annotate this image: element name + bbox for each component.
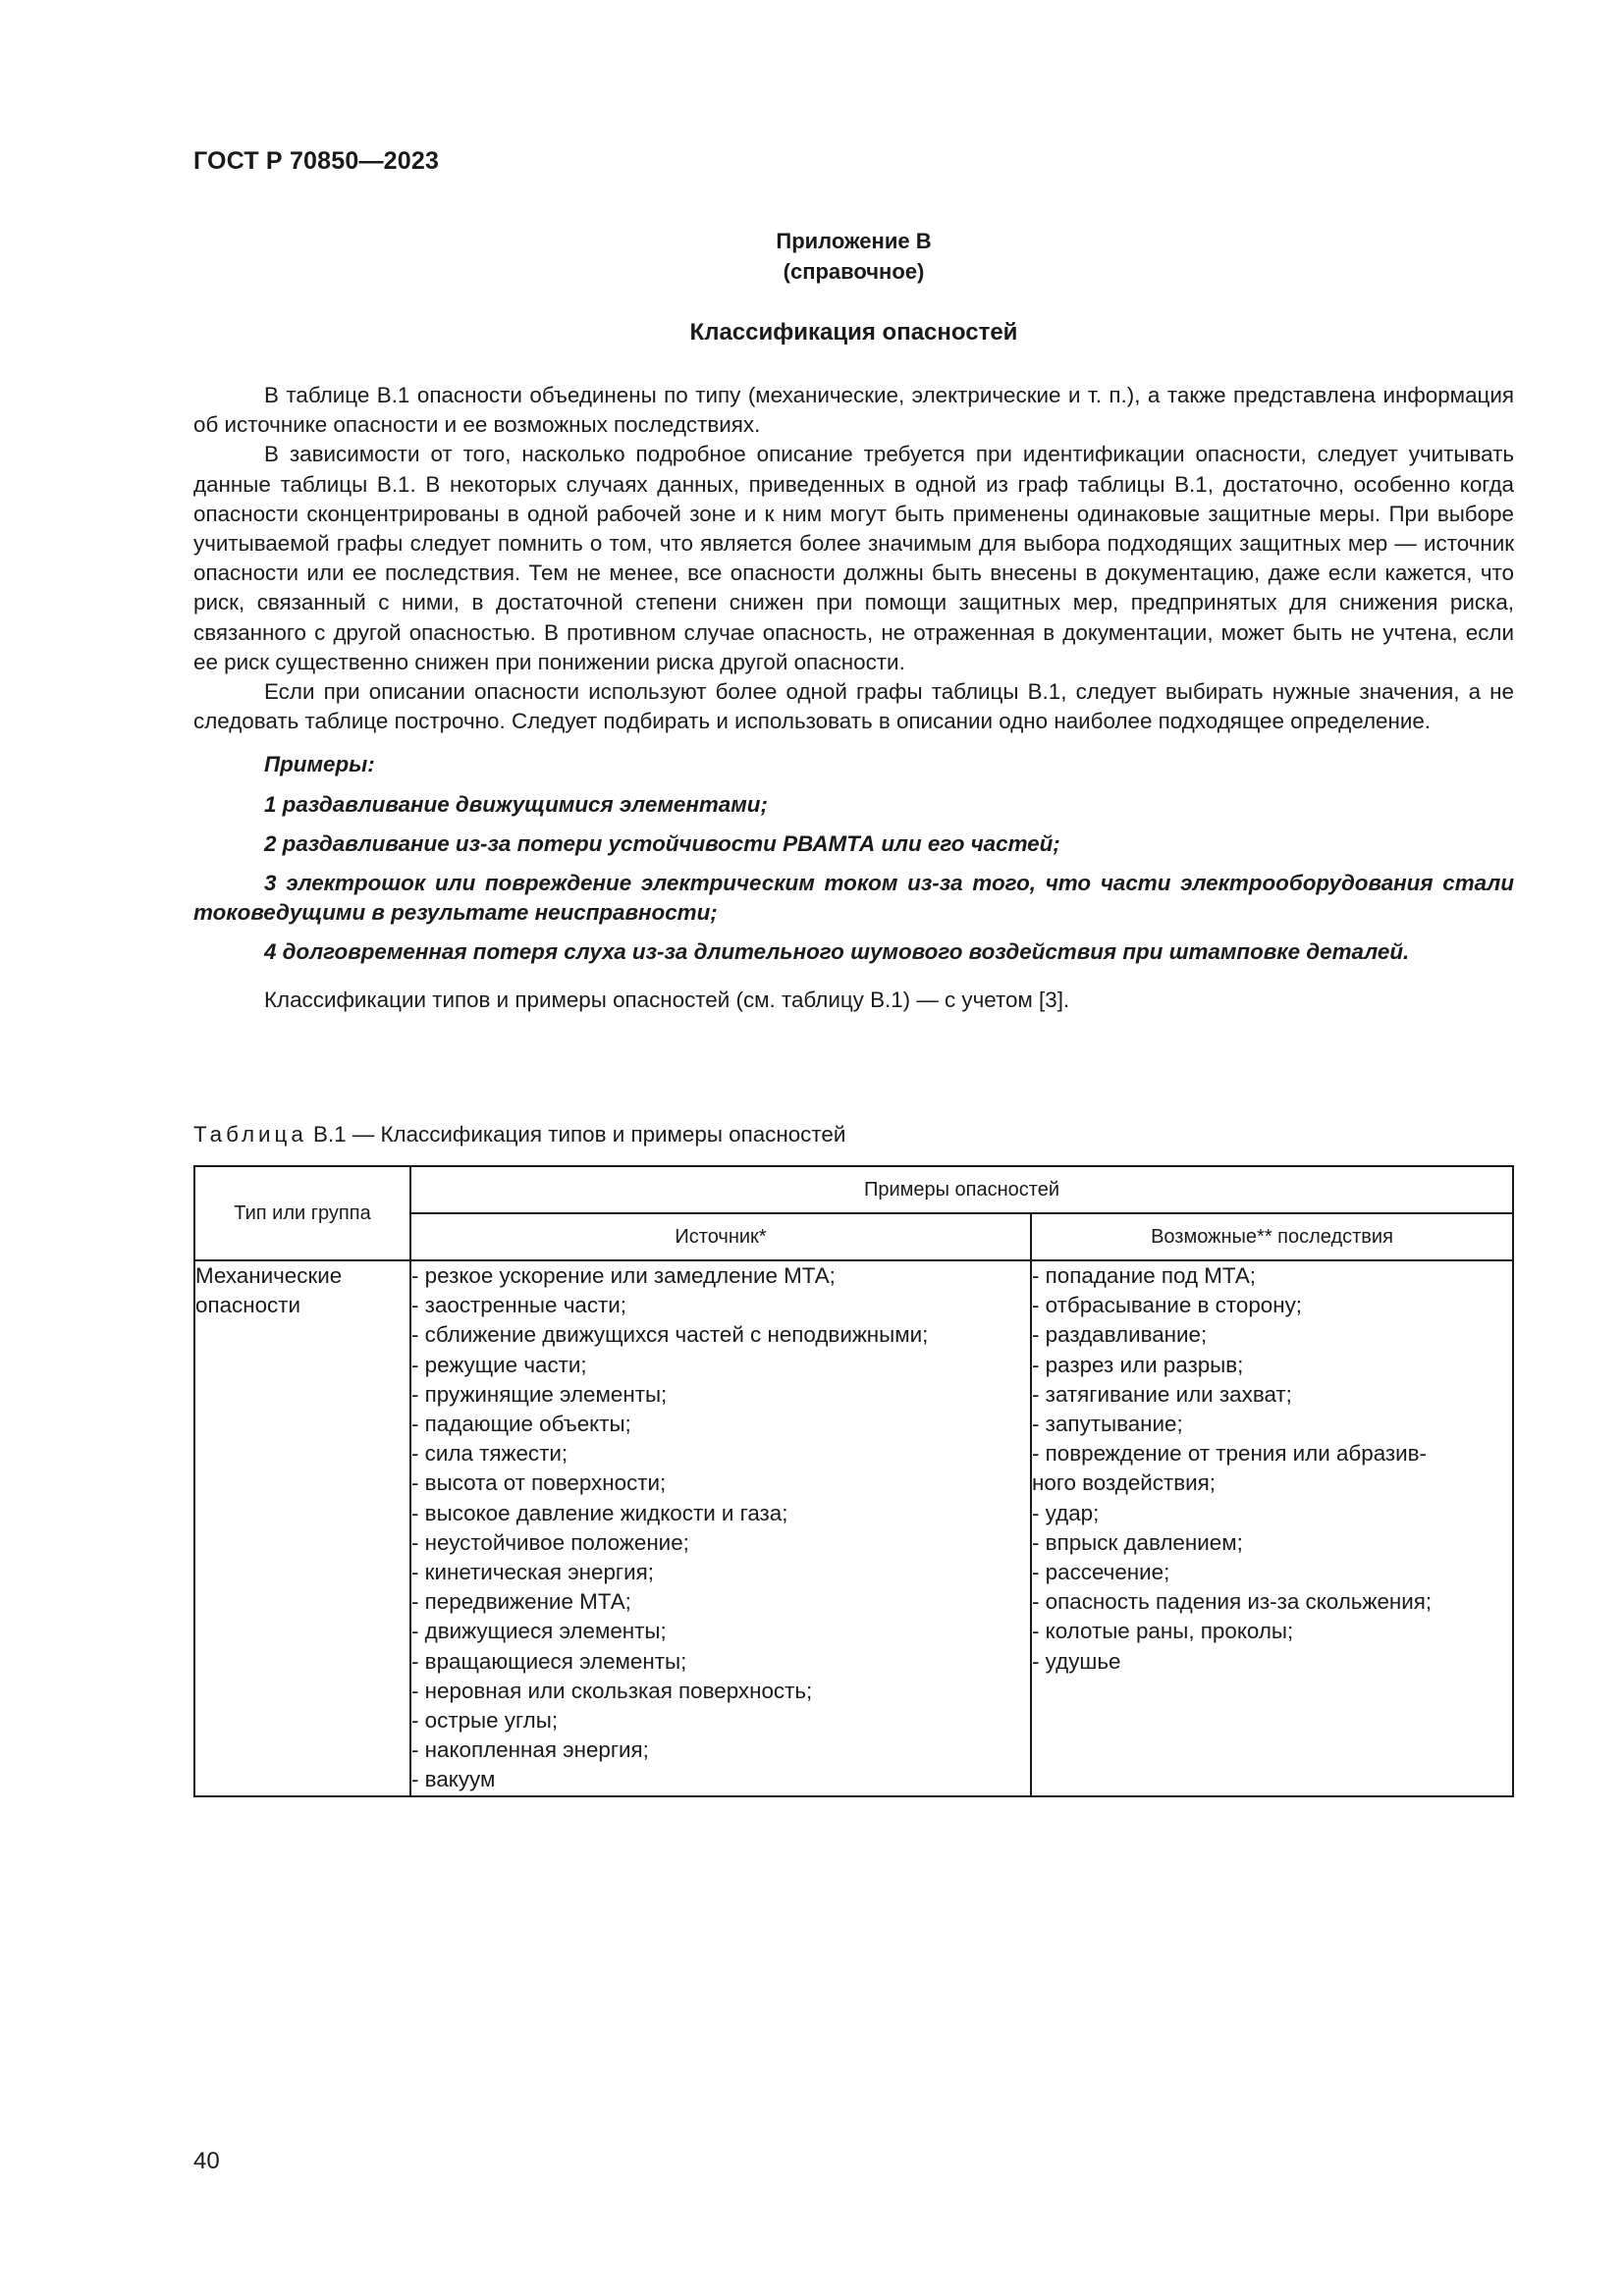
header-consequences: Возможные** последствия bbox=[1031, 1213, 1513, 1260]
list-item: - острые углы; bbox=[411, 1708, 559, 1734]
examples-block bbox=[193, 750, 1514, 967]
hazards-table bbox=[193, 1165, 1514, 1797]
list-item: - рассечение; bbox=[1032, 1560, 1170, 1585]
annex-kind: (справочное) bbox=[783, 259, 925, 284]
hazard-type-cell: Механические опасности bbox=[194, 1260, 410, 1796]
list-item: - запутывание; bbox=[1032, 1412, 1183, 1437]
sources-cell bbox=[410, 1260, 1031, 1796]
example-item: 1 раздавливание движущимися элементами; bbox=[264, 791, 768, 817]
paragraph: Если при описании опасности используют более одной графы таблицы В.1, следует выбирать нужные значения, а не следовать таблице построчно. Следует подбирать и использовать в описании одно наиболее подходящее определение. bbox=[193, 679, 1514, 734]
list-item: - вакуум bbox=[411, 1767, 496, 1792]
list-item: - удар; bbox=[1032, 1500, 1100, 1525]
table-row bbox=[194, 1260, 1513, 1796]
list-item: - передвижение МТА; bbox=[411, 1589, 631, 1615]
list-item: - движущиеся элементы; bbox=[411, 1619, 667, 1644]
list-item: - сближение движущихся частей с неподвижными; bbox=[411, 1322, 929, 1348]
list-item: - вращающиеся элементы; bbox=[411, 1648, 687, 1674]
example-item: 2 раздавливание из-за потери устойчивости РВАМТА или его частей; bbox=[264, 830, 1060, 856]
list-item: - разрез или разрыв; bbox=[1032, 1352, 1244, 1377]
table-caption-text: В.1 — Классификация типов и примеры опасностей bbox=[306, 1122, 846, 1147]
list-item: - кинетическая энергия; bbox=[411, 1560, 654, 1585]
list-item: - высокое давление жидкости и газа; bbox=[411, 1500, 788, 1525]
examples-heading: Примеры: bbox=[264, 752, 375, 777]
body-text bbox=[193, 381, 1514, 1015]
header-source: Источник* bbox=[410, 1213, 1031, 1260]
classification-reference: Классификации типов и примеры опасностей (см. таблицу В.1) — с учетом [3]. bbox=[264, 987, 1070, 1012]
table-caption bbox=[193, 1122, 845, 1148]
list-item: - неровная или скользкая поверхность; bbox=[411, 1678, 813, 1703]
list-item: ного воздействия; bbox=[1032, 1470, 1217, 1496]
annex-heading bbox=[193, 226, 1514, 287]
list-item: - резкое ускорение или замедление МТА; bbox=[411, 1263, 836, 1288]
list-item: - опасность падения из-за скольжения; bbox=[1032, 1589, 1433, 1615]
page-number: 40 bbox=[193, 2148, 220, 2174]
example-item: 4 долговременная потеря слуха из-за длительного шумового воздействия при штамповке деталей. bbox=[264, 939, 1410, 965]
annex-label: Приложение В bbox=[776, 229, 932, 253]
list-item: - неустойчивое положение; bbox=[411, 1529, 689, 1555]
list-item: - впрыск давлением; bbox=[1032, 1529, 1243, 1555]
list-item: - заостренные части; bbox=[411, 1293, 626, 1318]
annex-title: Классификация опасностей bbox=[689, 319, 1018, 346]
list-item: - попадание под МТА; bbox=[1032, 1263, 1257, 1288]
consequences-cell bbox=[1031, 1260, 1513, 1796]
list-item: - затягивание или захват; bbox=[1032, 1381, 1292, 1407]
list-item: - раздавливание; bbox=[1032, 1322, 1208, 1348]
list-item: - падающие объекты; bbox=[411, 1412, 631, 1437]
list-item: - отбрасывание в сторону; bbox=[1032, 1293, 1303, 1318]
list-item: - режущие части; bbox=[411, 1352, 587, 1377]
list-item: - колотые раны, проколы; bbox=[1032, 1619, 1294, 1644]
table-caption-prefix: Таблица bbox=[193, 1122, 307, 1147]
example-item: 3 электрошок или повреждение электрическим током из-за того, что части электрооборудования стали токоведущими в результате неисправности; bbox=[193, 871, 1514, 926]
list-item: - накопленная энергия; bbox=[411, 1737, 649, 1763]
paragraph: В зависимости от того, насколько подробное описание требуется при идентификации опасности, следует учитывать данные таблицы В.1. В некоторых случаях данных, приведенных в одной из граф таблицы В.1, достаточно, особенно когда опасности сконцентрированы в одной рабочей зоне и к ним могут быть применены одинаковые защитные меры. При выборе учитываемой графы следует помнить о том, что является более значимым для выбора подходящих защитных мер — источник опасности или ее последствия. Тем не менее, все опасности должны быть внесены в документацию, даже если кажется, что риск, связанный с ними, в достаточной степени снижен при помощи защитных мер, предпринятых для снижения риска, связанного с другой опасностью. В противном случае опасность, не отраженная в документации, может быть не учтена, если ее риск существенно снижен при понижении риска другой опасности. bbox=[193, 442, 1514, 674]
list-item: - пружинящие элементы; bbox=[411, 1381, 668, 1407]
list-item: - сила тяжести; bbox=[411, 1441, 568, 1467]
document-code: ГОСТ Р 70850—2023 bbox=[193, 147, 440, 175]
header-examples: Примеры опасностей bbox=[410, 1166, 1513, 1213]
list-item: - удушье bbox=[1032, 1648, 1121, 1674]
list-item: - повреждение от трения или абразив- bbox=[1032, 1441, 1428, 1467]
header-type: Тип или группа bbox=[194, 1166, 410, 1260]
list-item: - высота от поверхности; bbox=[411, 1470, 667, 1496]
paragraph: В таблице В.1 опасности объединены по типу (механические, электрические и т. п.), а также представлена информация об источнике опасности и ее возможных последствиях. bbox=[193, 383, 1514, 438]
